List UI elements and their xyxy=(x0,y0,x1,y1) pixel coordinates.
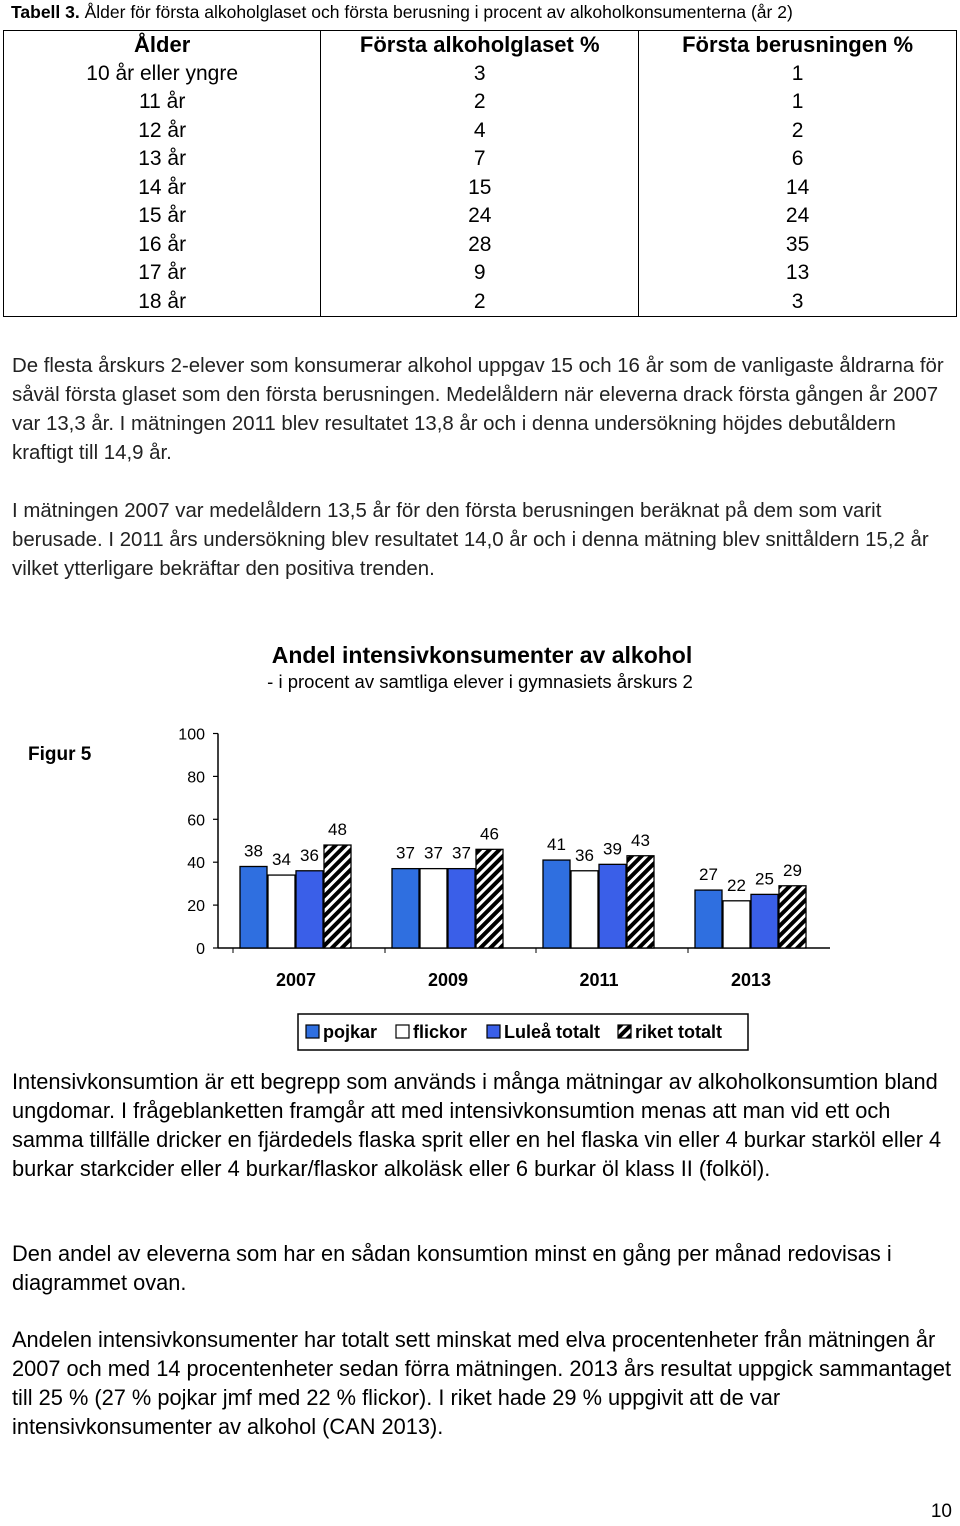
data-label: 43 xyxy=(631,830,650,850)
bar-pojkar-2007 xyxy=(240,866,267,948)
cell-first-drunk: 14 xyxy=(639,174,957,203)
bar-riket-totalt-2011 xyxy=(627,856,654,948)
bar-luleå-totalt-2009 xyxy=(448,869,475,948)
bar-pojkar-2013 xyxy=(695,890,722,948)
bar-luleå-totalt-2011 xyxy=(599,864,626,948)
y-tick-label: 0 xyxy=(196,941,205,958)
paragraph-debut-age: De flesta årskurs 2-elever som konsumerar alkohol uppgav 15 och 16 år som de vanligaste åldrarna för såväl första glaset som den första berusningen. Medelåldern när eleverna drack första gången år 2007 var 13,3 år. I mätningen 2011 blev resultatet 13,8 år och i denna undersökning höjdes debutåldern kraftigt till 14,9 år. xyxy=(12,355,944,464)
data-label: 29 xyxy=(783,860,802,880)
legend-swatch-pojkar xyxy=(306,1025,319,1038)
cell-first-glass: 4 xyxy=(321,117,639,146)
figure-subtitle: - i procent av samtliga elever i gymnasiets årskurs 2 xyxy=(267,671,693,692)
paragraph-trend: Andelen intensivkonsumenter har totalt sett minskat med elva procentenheter från mätningen år 2007 och med 14 procentenheter sedan förra mätningen. 2013 års resultat uppgick sammantaget till 25 % (27 % pojkar jmf med 22 % flickor). I riket hade 29 % uppgivit att de var intensivkonsumenter av alkohol (CAN 2013). xyxy=(12,1327,952,1439)
bar-flickor-2007 xyxy=(268,875,295,948)
bar-flickor-2009 xyxy=(420,869,447,948)
cell-age: 13 år xyxy=(4,145,321,174)
data-label: 22 xyxy=(727,875,746,895)
cell-first-glass: 2 xyxy=(321,288,639,317)
figure-title-text: Andel intensivkonsumenter av alkohol xyxy=(271,642,693,668)
paragraph-first-drunk: I mätningen 2007 var medelåldern 13,5 år för den första berusningen beräknat på dem som varit berusade. I 2011 års undersökning blev resultatet 14,0 år och i denna mätning blev snittåldern 15,2 år vilket ytterligare bekräftar den positiva trenden. xyxy=(12,500,929,580)
cell-age: 10 år eller yngre xyxy=(4,60,321,89)
legend-label: Luleå totalt xyxy=(504,1022,601,1042)
column-header-first-drunk: Första berusningen % xyxy=(639,31,957,60)
legend-swatch-riket-totalt xyxy=(618,1025,631,1038)
y-tick-label: 100 xyxy=(178,726,205,744)
bar-luleå-totalt-2013 xyxy=(751,894,778,948)
table-caption-prefix: Tabell 3. xyxy=(11,2,80,22)
data-label: 36 xyxy=(575,845,594,865)
y-tick-label: 60 xyxy=(187,812,205,830)
data-label: 37 xyxy=(424,843,443,863)
data-label: 38 xyxy=(244,841,263,861)
legend-swatch-luleå-totalt xyxy=(487,1025,500,1038)
cell-first-drunk: 2 xyxy=(639,117,957,146)
cell-first-drunk: 1 xyxy=(639,60,957,89)
data-label: 37 xyxy=(396,843,415,863)
cell-first-glass: 2 xyxy=(321,88,639,117)
bar-pojkar-2009 xyxy=(392,869,419,948)
cell-first-glass: 7 xyxy=(321,145,639,174)
legend-label: flickor xyxy=(413,1022,468,1042)
data-label: 36 xyxy=(300,845,319,865)
cell-age: 15 år xyxy=(4,202,321,231)
bar-riket-totalt-2007 xyxy=(324,845,351,948)
legend-label: pojkar xyxy=(323,1022,378,1042)
data-label: 27 xyxy=(699,865,718,885)
paragraph-definition: Intensivkonsumtion är ett begrepp som används i många mätningar av alkoholkonsumtion bland ungdomar. I frågeblanketten framgår att med intensivkonsumtion menas att man vid ett och samma tillfälle dricker en fjärdedels flaska sprit eller en hel flaska vin eller 4 burkar starköl eller 4 burkar starkcider eller 4 burkar/flaskor alkoläsk eller 6 burkar öl klass II (folköl). xyxy=(12,1069,942,1181)
column-header-first-glass: Första alkoholglaset % xyxy=(321,31,639,60)
x-category-label: 2007 xyxy=(275,970,317,990)
bar-flickor-2013 xyxy=(723,901,750,948)
x-category-label: 2011 xyxy=(579,970,619,990)
x-category-label: 2013 xyxy=(730,970,772,990)
paragraph-share: Den andel av eleverna som har en sådan konsumtion minst en gång per månad redovisas i diagrammet ovan. xyxy=(12,1241,892,1295)
legend-label: riket totalt xyxy=(635,1022,723,1042)
data-label: 46 xyxy=(480,824,499,844)
cell-age: 11 år xyxy=(4,88,321,117)
y-tick-label: 80 xyxy=(187,769,205,787)
cell-age: 16 år xyxy=(4,231,321,260)
data-label: 34 xyxy=(272,850,291,870)
cell-age: 12 år xyxy=(4,117,321,146)
bar-luleå-totalt-2007 xyxy=(296,871,323,948)
data-label: 25 xyxy=(755,869,774,889)
cell-first-drunk: 1 xyxy=(639,88,957,117)
figure-label: Figur 5 xyxy=(28,744,92,765)
cell-first-drunk: 6 xyxy=(639,145,957,174)
cell-first-glass: 28 xyxy=(321,231,639,260)
cell-first-drunk: 13 xyxy=(639,259,957,288)
page-number: 10 xyxy=(930,1501,952,1522)
data-label: 48 xyxy=(328,820,347,840)
data-label: 39 xyxy=(603,839,622,859)
cell-first-glass: 15 xyxy=(321,174,639,203)
cell-first-drunk: 3 xyxy=(639,288,957,317)
cell-age: 18 år xyxy=(4,288,321,317)
cell-first-glass: 9 xyxy=(321,259,639,288)
cell-age: 14 år xyxy=(4,174,321,203)
bar-riket-totalt-2013 xyxy=(779,886,806,948)
table-caption-text: Ålder för första alkoholglaset och första berusning i procent av alkoholkonsumenterna (år 2) xyxy=(84,2,793,22)
x-category-label: 2009 xyxy=(427,970,469,990)
bar-flickor-2011 xyxy=(571,871,598,948)
data-label: 37 xyxy=(452,843,471,863)
bar-pojkar-2011 xyxy=(543,860,570,948)
cell-first-glass: 24 xyxy=(321,202,639,231)
bar-riket-totalt-2009 xyxy=(476,849,503,948)
y-tick-label: 40 xyxy=(187,855,205,873)
legend-swatch-flickor xyxy=(396,1025,409,1038)
cell-first-glass: 3 xyxy=(321,60,639,89)
cell-first-drunk: 24 xyxy=(639,202,957,231)
column-header-age: Ålder xyxy=(4,31,321,60)
cell-age: 17 år xyxy=(4,259,321,288)
data-label: 41 xyxy=(547,835,566,855)
y-tick-label: 20 xyxy=(187,898,205,916)
cell-first-drunk: 35 xyxy=(639,231,957,260)
